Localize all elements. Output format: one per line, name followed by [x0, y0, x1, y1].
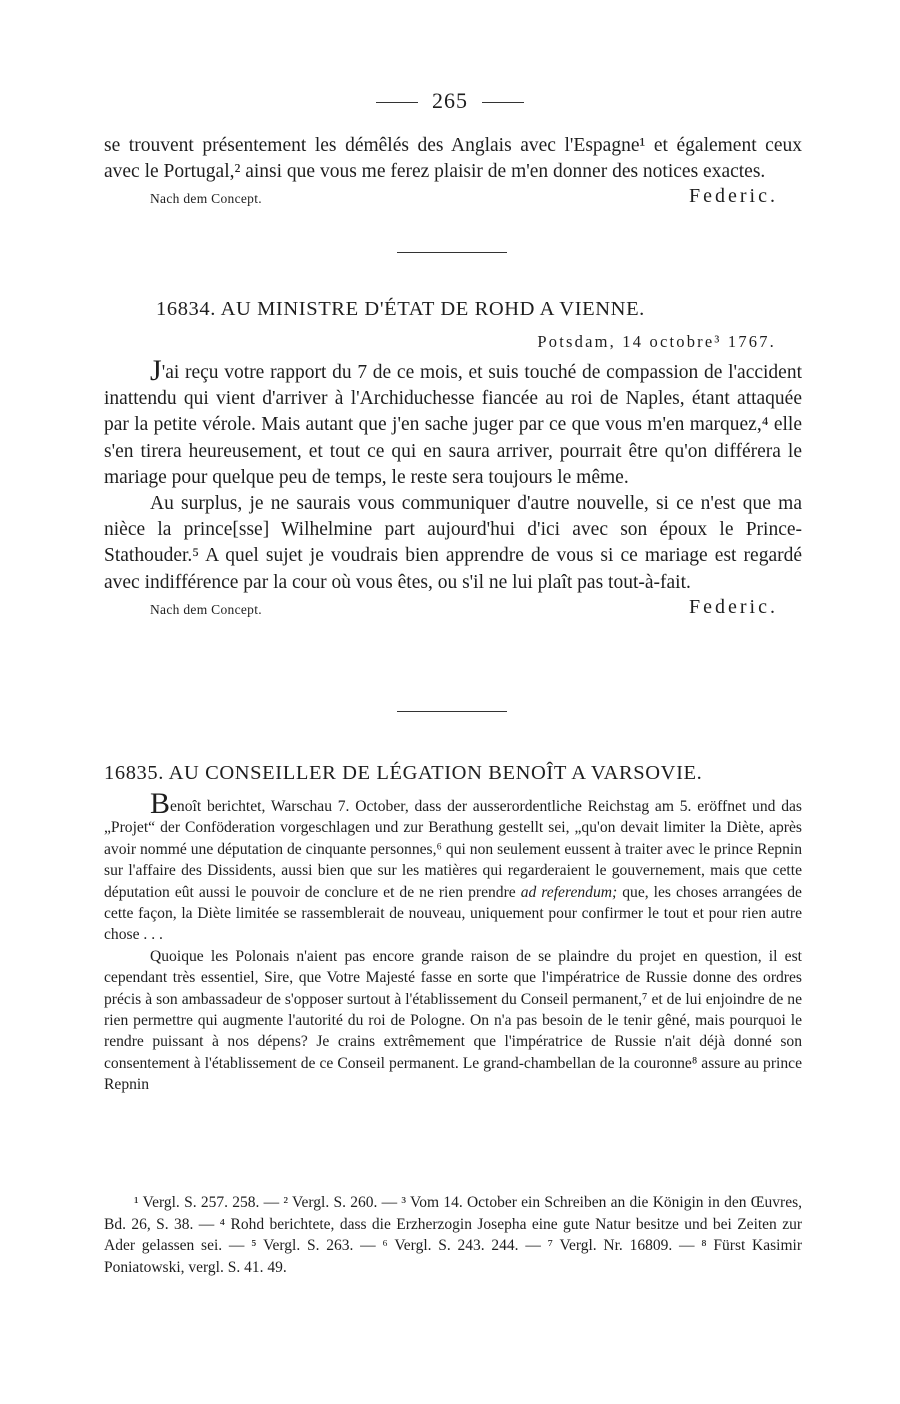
italic-term: ad referendum;: [520, 883, 618, 901]
signature: Federic.: [689, 595, 778, 618]
source-note: Nach dem Concept.: [150, 601, 262, 617]
letter-heading: 16834. AU MINISTRE D'ÉTAT DE ROHD A VIENNE.: [156, 298, 645, 320]
paragraph-text: que, les choses arrangées de cette façon, la Diète limitée se rassemblerait de nouveau, uniquement pour confirmer le tout et pour rien autre chose . . .: [104, 883, 802, 944]
letter-heading: 16835. AU CONSEILLER DE LÉGATION BENOÎT A VARSOVIE.: [104, 762, 703, 784]
drop-cap: B: [150, 787, 171, 820]
section-divider: [397, 711, 507, 712]
header-dash-left: [376, 102, 418, 103]
paragraph-text: Quoique les Polonais n'aient pas encore grande raison de se plaindre du projet en question, il est cependant très essentiel, Sire, que Votre Majesté fasse en sorte que l'impératrice de Russie donne des ordres précis à son ambassadeur de s'opposer surtout à l'établissement du Conseil permanent,⁷ et de lui enjoindre de ne rien permettre qui augmente l'autorité du roi de Pologne. On n'a pas besoin de le tenir gêné, mais pourquoi le rendre puissant à nos dépens? Je crains extrêmement que l'impératrice de Russie n'ait déjà donné son consentement à l'établissement de ce Conseil permanent. Le grand-chambellan de la couronne⁸ assure au prince Repnin: [104, 947, 802, 1094]
paragraph-text: Au surplus, je ne saurais vous communiquer d'autre nouvelle, si ce n'est que ma nièce la prince[sse] Wilhelmine part aujourd'hui d'ici avec son époux le Prince-Stathouder.⁵ A quel sujet je voudrais bien apprendre de vous si ce mariage est regardé avec indifférence par la cour où vous êtes, ou s'il ne lui plaît pas tout-à-fait.: [104, 493, 802, 593]
paragraph: [104, 491, 802, 596]
source-note: Nach dem Concept.: [150, 191, 262, 207]
previous-letter-text: se trouvent présentement les démêlés des Anglais avec l'Espagne¹ et également ceux avec le Portugal,² ainsi que vous me ferez plaisir de m'en donner des notices exactes.: [104, 135, 802, 183]
page-header: [0, 88, 900, 114]
footnotes-text: ¹ Vergl. S. 257. 258. — ² Vergl. S. 260. — ³ Vom 14. October ein Schreiben an die Königin in den Œuvres, Bd. 26, S. 38. — ⁴ Rohd berichtete, dass die Erzherzogin Josepha eine gute Natur besitze und bei Zeiten zur Ader gelassen sei. — ⁵ Vergl. S. 263. — ⁶ Vergl. S. 243. 244. — ⁷ Vergl. Nr. 16809. — ⁸ Fürst Kasimir Poniatowski, vergl. S. 41. 49.: [104, 1194, 802, 1276]
paragraph-text: 'ai reçu votre rapport du 7 de ce mois, et suis touché de compassion de l'accident inattendu qui vient d'arriver à l'Archiduchesse fiancée au roi de Naples, étant attaquée par la petite vérole. Mais autant que j'en sache juger par ce que vous m'en marquez,⁴ elle s'en tirera heureusement, et tout ce qui en saura arriver, pourrait être qu'on différera le mariage pour quelque peu de temps, le reste sera toujours le même.: [104, 362, 802, 488]
drop-cap: J: [150, 354, 162, 387]
page-number: 265: [432, 88, 468, 113]
section-divider: [397, 252, 507, 253]
header-dash-right: [482, 102, 524, 103]
dateline: Potsdam, 14 octobre³ 1767.: [537, 332, 776, 351]
previous-letter: [104, 133, 802, 211]
letter-closing: [104, 596, 802, 622]
previous-letter-closing: [104, 185, 802, 211]
letter-16835-body: [104, 787, 802, 1096]
paragraph: [104, 946, 802, 1096]
report-summary: [104, 787, 802, 946]
paragraph: [104, 354, 802, 491]
footnotes: [104, 1192, 802, 1278]
paragraph-text: enoît berichtet, Warschau 7. October, dass der ausserordentliche Reichstag am 5. eröffnet und das „Projet“ der Conföderation vorgeschlagen und zur Berathung gestellt sei, „qu'on devait limiter la Diète, après avoir nommé une députation de cinquante personnes,⁶ qui non seulement eussent à traiter avec le prince Repnin sur l'affaire des Dissidents, aussi bien que sur les matières qui regarderaient le gouvernement, mais que cette députation eût aussi le pouvoir de conclure et de ne rien prendre: [104, 798, 802, 901]
letter-16834-body: [104, 354, 802, 622]
signature: Federic.: [689, 185, 778, 208]
